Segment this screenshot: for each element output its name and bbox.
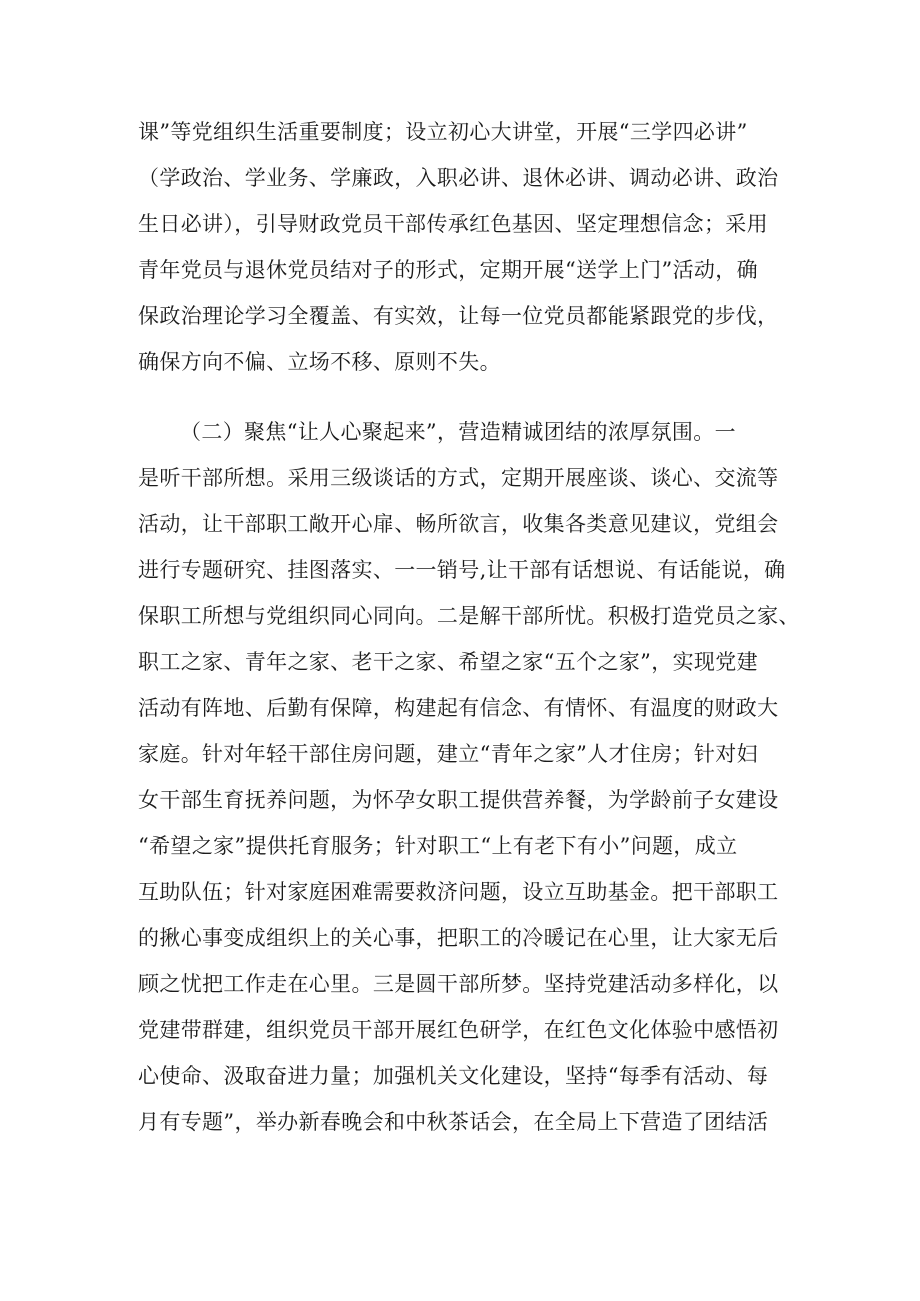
text-line: （学政治、学业务、学廉政，入职必讲、退休必讲、调动必讲、政治 (138, 166, 779, 190)
text-line: 青年党员与退休党员结对子的形式，定期开展“送学上门”活动，确 (138, 258, 758, 282)
text-line: 心使命、汲取奋进力量；加强机关文化建设，坚持“每季有活动、每 (138, 1064, 769, 1088)
text-line: 顾之忧把工作走在心里。三是圆干部所梦。坚持党建活动多样化，以 (138, 972, 779, 996)
text-line: 确保方向不偏、立场不移、原则不失。 (138, 350, 501, 374)
section-heading-line: （二）聚焦“让人心聚起来”，营造精诚团结的浓厚氛围。一 (180, 420, 736, 444)
text-line: 生日必讲），引导财政党员干部传承红色基因、坚定理想信念；采用 (138, 212, 768, 236)
text-line: 家庭。针对年轻干部住房问题，建立“青年之家”人才住房；针对妇 (138, 742, 758, 766)
text-line: 保政治理论学习全覆盖、有实效，让每一位党员都能紧跟党的步伐， (138, 304, 779, 328)
text-line: 课”等党组织生活重要制度；设立初心大讲堂，开展“三学四必讲” (138, 120, 748, 144)
text-line: 党建带群建，组织党员干部开展红色研学，在红色文化体验中感悟初 (138, 1018, 779, 1042)
text-line: 女干部生育抚养问题，为怀孕女职工提供营养餐，为学龄前子女建设 (138, 788, 779, 812)
text-line: 互助队伍；针对家庭困难需要救济问题，设立互助基金。把干部职工 (138, 880, 779, 904)
text-line: 活动有阵地、后勤有保障，构建起有信念、有情怀、有温度的财政大 (138, 696, 779, 720)
text-line: 职工之家、青年之家、老干之家、希望之家“五个之家”，实现党建 (138, 650, 758, 674)
text-line: 进行专题研究、挂图落实、一一销号,让干部有话想说、有话能说，确 (138, 558, 786, 582)
text-line: 保职工所想与党组织同心同向。二是解干部所忧。积极打造党员之家、 (138, 604, 800, 628)
text-line: 月有专题”，举办新春晚会和中秋茶话会，在全局上下营造了团结活 (138, 1110, 769, 1134)
text-line: 是听干部所想。采用三级谈话的方式，定期开展座谈、谈心、交流等 (138, 466, 779, 490)
text-line: 的揪心事变成组织上的关心事，把职工的冷暖记在心里，让大家无后 (138, 926, 779, 950)
text-line: “希望之家”提供托育服务；针对职工“上有老下有小”问题，成立 (138, 834, 738, 858)
text-line: 活动，让干部职工敞开心扉、畅所欲言，收集各类意见建议，党组会 (138, 512, 779, 536)
